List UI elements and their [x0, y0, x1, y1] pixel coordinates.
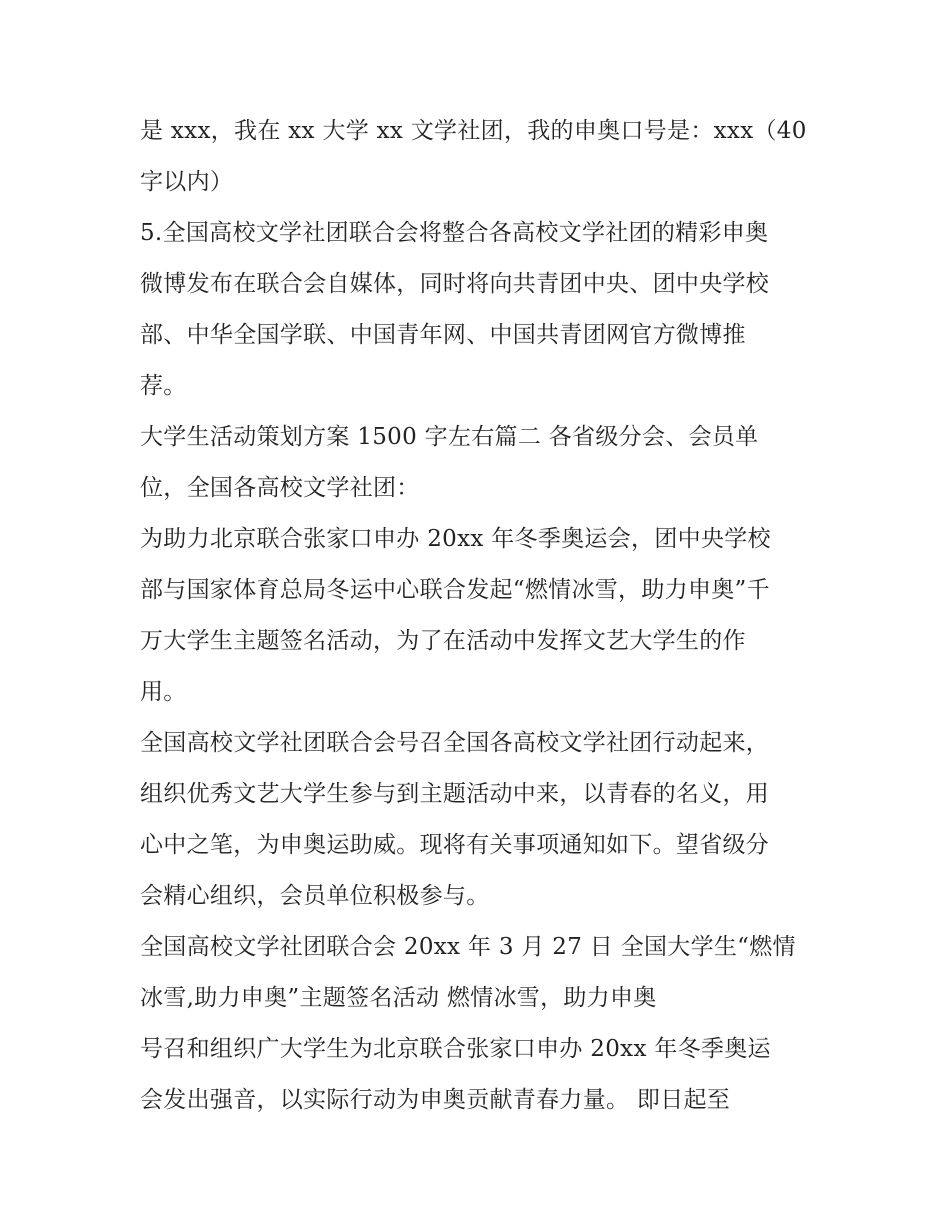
text-line: 用。 — [140, 679, 187, 705]
text-line: 微博发布在联合会自媒体，同时将向共青团中央、团中央学校 — [140, 271, 770, 297]
text-line: 荐。 — [140, 373, 187, 399]
text-line: 会发出强音，以实际行动为申奥贡献青春力量。 即日起至 — [140, 1087, 731, 1113]
text-line: 是 xxx，我在 xx 大学 xx 文学社团，我的申奥口号是：xxx（40 — [140, 118, 807, 144]
text-line: 部、中华全国学联、中国青年网、中国共青团网官方微博推 — [140, 322, 746, 348]
text-line: 冰雪,助力申奥”主题签名活动 燃情冰雪，助力申奥 — [140, 985, 657, 1011]
text-line: 大学生活动策划方案 1500 字左右篇二 各省级分会、会员单 — [140, 424, 759, 450]
text-line: 号召和组织广大学生为北京联合张家口申办 20xx 年冬季奥运 — [140, 1036, 771, 1062]
text-line: 为助力北京联合张家口申办 20xx 年冬季奥运会，团中央学校 — [140, 526, 771, 552]
text-line: 万大学生主题签名活动，为了在活动中发挥文艺大学生的作 — [140, 628, 746, 654]
document-body — [140, 106, 840, 1126]
text-line: 全国高校文学社团联合会 20xx 年 3 月 27 日 全国大学生“燃情 — [140, 934, 796, 960]
text-line: 字以内） — [140, 169, 234, 195]
text-line: 部与国家体育总局冬运中心联合发起“燃情冰雪，助力申奥”千 — [140, 577, 770, 603]
text-line: 5.全国高校文学社团联合会将整合各高校文学社团的精彩申奥 — [140, 220, 769, 246]
text-line: 组织优秀文艺大学生参与到主题活动中来，以青春的名义，用 — [140, 781, 770, 807]
text-line: 心中之笔，为申奥运助威。现将有关事项通知如下。望省级分 — [140, 832, 770, 858]
text-line: 位，全国各高校文学社团： — [140, 475, 420, 501]
text-line: 全国高校文学社团联合会号召全国各高校文学社团行动起来， — [140, 730, 770, 756]
text-line: 会精心组织，会员单位积极参与。 — [140, 883, 490, 909]
